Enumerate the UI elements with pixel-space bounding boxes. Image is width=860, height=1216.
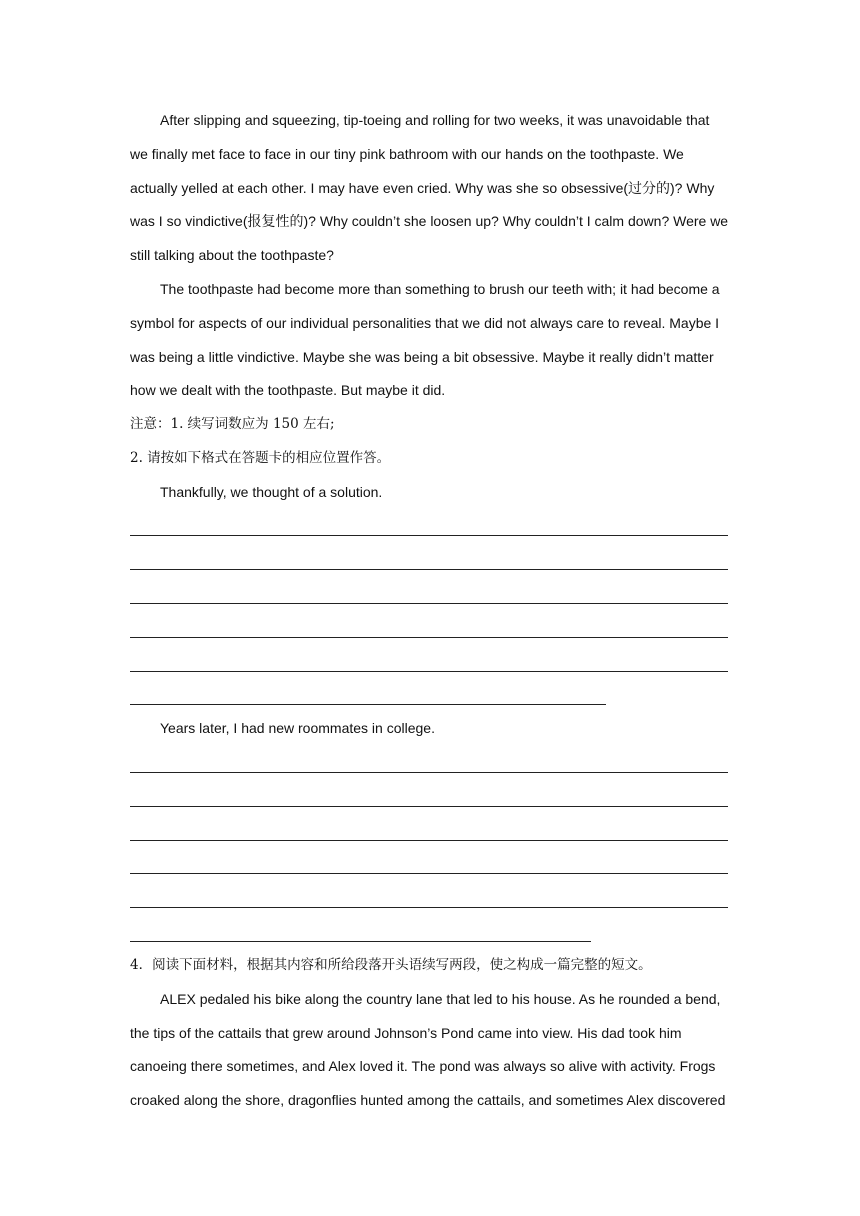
answer-line[interactable] <box>130 780 728 814</box>
answer-line[interactable] <box>130 543 728 577</box>
passage-line: was being a little vindictive. Maybe she was being a bit obsessive. Maybe it really didn’t matter <box>130 348 714 365</box>
question-4-line: ALEX pedaled his bike along the country lane that led to his house. As he rounded a bend, <box>160 990 721 1007</box>
answer-line[interactable] <box>130 848 728 882</box>
passage-line: actually yelled at each other. I may have even cried. Why was she so obsessive(过分的)? Why <box>130 179 715 196</box>
passage-line: symbol for aspects of our individual personalities that we did not always care to reveal. Maybe I <box>130 314 720 331</box>
passage-line: still talking about the toothpaste? <box>130 247 334 264</box>
answer-line[interactable] <box>130 611 728 645</box>
answer-line[interactable] <box>130 814 728 848</box>
answer-line[interactable] <box>130 915 728 949</box>
passage-line: After slipping and squeezing, tip-toeing and rolling for two weeks, it was unavoidable that <box>160 112 710 128</box>
answer-line[interactable] <box>130 679 728 713</box>
passage-line: we finally met face to face in our tiny pink bathroom with our hands on the toothpaste. We <box>130 145 684 162</box>
answer-line[interactable] <box>130 746 728 780</box>
question-4-instruction: 4．阅读下面材料，根据其内容和所给段落开头语续写两段，使之构成一篇完整的短文。 <box>130 956 652 973</box>
question-4-line: croaked along the shore, dragonflies hunted among the cattails, and sometimes Alex discovered <box>130 1092 726 1109</box>
document-page <box>130 104 728 1118</box>
passage-line: was I so vindictive(报复性的)? Why couldn’t she loosen up? Why couldn’t I calm down? Were we <box>130 213 728 230</box>
answer-line[interactable] <box>130 577 728 611</box>
passage-line: how we dealt with the toothpaste. But maybe it did. <box>130 382 446 399</box>
paragraph-1-opening: Thankfully, we thought of a solution. <box>160 483 383 500</box>
answer-line[interactable] <box>130 881 728 915</box>
question-4-line: the tips of the cattails that grew around Johnson’s Pond came into view. His dad took him <box>130 1024 682 1041</box>
paragraph-2-opening: Years later, I had new roommates in college. <box>160 720 435 737</box>
note-word-count: 注意：1. 续写词数应为 150 左右; <box>130 416 335 433</box>
question-4-line: canoeing there sometimes, and Alex loved it. The pond was always so alive with activity. Frogs <box>130 1058 716 1075</box>
answer-line[interactable] <box>130 510 728 544</box>
answer-line[interactable] <box>130 645 728 679</box>
note-answer-format: 2. 请按如下格式在答题卡的相应位置作答。 <box>130 449 391 466</box>
passage-line: The toothpaste had become more than something to brush our teeth with; it had become a <box>160 280 720 297</box>
